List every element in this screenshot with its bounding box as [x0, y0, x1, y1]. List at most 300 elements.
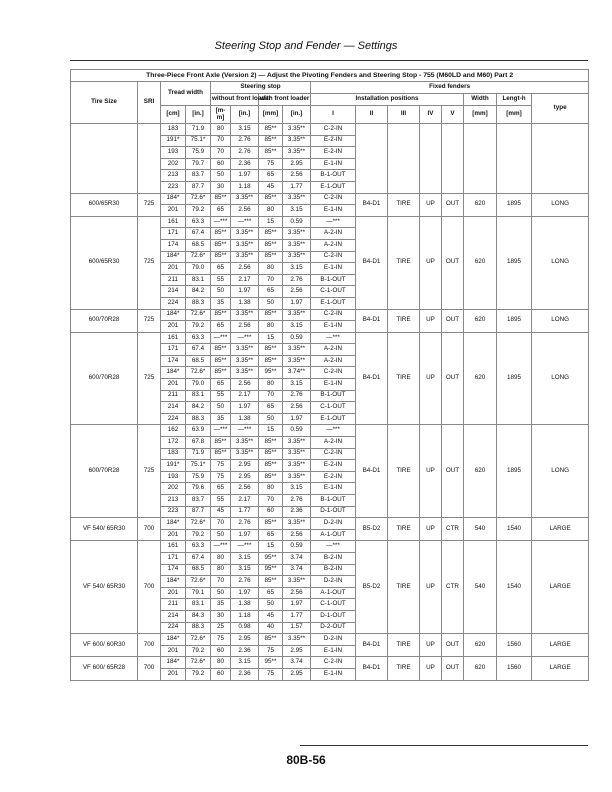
stop-without-mm-cell: 85** [211, 239, 231, 251]
tread-in-cell: 75.9 [186, 147, 211, 159]
stop-with-in-cell: 3.35** [283, 576, 311, 588]
table-row [71, 332, 589, 344]
settings-table [70, 69, 589, 681]
position-i-cell: B-2-IN [311, 552, 356, 564]
stop-without-in-cell: 0.98 [231, 622, 259, 634]
position-iv-cell: UP [420, 216, 442, 309]
stop-with-in-cell: 1.57 [283, 622, 311, 634]
stop-with-in-cell: 2.76 [283, 274, 311, 286]
tread-cm-cell: 161 [161, 541, 186, 553]
tread-cm-cell: 201 [161, 379, 186, 391]
stop-without-in-cell: 1.97 [231, 170, 259, 182]
position-i-cell: B-1-OUT [311, 495, 356, 507]
position-i-cell: A-2-IN [311, 344, 356, 356]
position-iii-cell: TIRE [388, 193, 420, 216]
tread-cm-cell: 202 [161, 483, 186, 495]
position-v-cell [442, 124, 464, 194]
sri-cell: 700 [138, 541, 161, 634]
stop-without-mm-cell: 50 [211, 402, 231, 414]
fender-length-cell: 1540 [497, 518, 532, 541]
stop-with-mm-cell: 65 [259, 402, 283, 414]
stop-without-in-cell: 2.95 [231, 634, 259, 646]
position-i-cell: C-2-IN [311, 367, 356, 379]
position-iv-cell: UP [420, 634, 442, 657]
tread-cm-cell: 201 [161, 263, 186, 275]
tread-cm-cell: 201 [161, 321, 186, 333]
stop-with-in-cell: 3.35** [283, 251, 311, 263]
stop-with-in-cell: 3.74 [283, 564, 311, 576]
stop-with-mm-cell: 65 [259, 529, 283, 541]
stop-with-in-cell: 1.97 [283, 413, 311, 425]
tread-cm-cell: 184* [161, 309, 186, 321]
tread-cm-cell: 211 [161, 390, 186, 402]
position-ii-cell [356, 124, 388, 194]
position-i-cell: A-2-IN [311, 239, 356, 251]
stop-without-in-cell: 2.56 [231, 321, 259, 333]
fender-length-cell: 1560 [497, 634, 532, 657]
pos-iii: III [388, 106, 420, 124]
tread-in-cell: 79.1 [186, 587, 211, 599]
col-tread-width: Tread width [161, 82, 211, 106]
fender-width-cell: 620 [464, 657, 497, 680]
stop-with-mm-cell: 15 [259, 425, 283, 437]
stop-with-in-cell: 3.35** [283, 471, 311, 483]
tread-in-cell: 68.5 [186, 355, 211, 367]
stop-without-mm-cell: 80 [211, 657, 231, 669]
stop-without-in-cell: 3.35** [231, 309, 259, 321]
tread-in-cell: 67.4 [186, 344, 211, 356]
tread-cm-cell: 223 [161, 506, 186, 518]
tread-cm-cell: 162 [161, 425, 186, 437]
position-i-cell: E-1-IN [311, 321, 356, 333]
tread-cm-cell: 214 [161, 286, 186, 298]
stop-with-mm-cell: 85** [259, 518, 283, 530]
stop-with-mm-cell: 85** [259, 437, 283, 449]
tread-in-cell: 87.7 [186, 181, 211, 193]
tread-in-cell: 72.6* [186, 657, 211, 669]
tread-cm-cell: 213 [161, 170, 186, 182]
stop-with-mm-cell: 85** [259, 634, 283, 646]
stop-without-mm-cell: 35 [211, 599, 231, 611]
stop-without-in-cell: 3.35** [231, 193, 259, 205]
position-i-cell: D-2-OUT [311, 622, 356, 634]
stop-without-in-cell: —*** [231, 216, 259, 228]
fender-length-cell: 1540 [497, 541, 532, 634]
header-rule [70, 60, 588, 61]
stop-without-in-cell: 3.35** [231, 448, 259, 460]
stop-without-in-cell: —*** [231, 541, 259, 553]
stop-without-mm-cell: 55 [211, 274, 231, 286]
stop-with-in-cell: 2.76 [283, 495, 311, 507]
stop-without-mm-cell: 85** [211, 309, 231, 321]
stop-with-in-cell: 3.35** [283, 355, 311, 367]
position-i-cell: E-1-IN [311, 668, 356, 680]
stop-without-mm-cell: 50 [211, 529, 231, 541]
stop-with-mm-cell: 75 [259, 645, 283, 657]
position-i-cell: E-1-IN [311, 483, 356, 495]
stop-without-in-cell: 1.97 [231, 529, 259, 541]
stop-with-mm-cell: 45 [259, 181, 283, 193]
stop-without-in-cell: 2.76 [231, 147, 259, 159]
tread-in-cell: 72.6* [186, 193, 211, 205]
stop-with-mm-cell: 85** [259, 193, 283, 205]
stop-with-mm-cell: 85** [259, 239, 283, 251]
stop-with-in-cell: 3.15 [283, 321, 311, 333]
tread-cm-cell: 201 [161, 645, 186, 657]
fender-type-cell: LONG [532, 193, 589, 216]
stop-without-in-cell: 1.18 [231, 181, 259, 193]
position-i-cell: C-2-IN [311, 193, 356, 205]
position-i-cell: E-1-IN [311, 158, 356, 170]
tread-in-cell: 67.4 [186, 552, 211, 564]
tread-cm-cell: 193 [161, 471, 186, 483]
tread-cm-cell: 171 [161, 228, 186, 240]
position-i-cell: C-2-IN [311, 251, 356, 263]
stop-without-mm-cell: —*** [211, 332, 231, 344]
tread-cm-cell: 184* [161, 251, 186, 263]
tread-cm-cell: 191* [161, 460, 186, 472]
sri-cell: 700 [138, 518, 161, 541]
tread-cm-cell: 184* [161, 634, 186, 646]
sri-cell: 725 [138, 309, 161, 332]
stop-without-mm-cell: 75 [211, 460, 231, 472]
position-v-cell: OUT [442, 332, 464, 425]
stop-without-mm-cell: 45 [211, 506, 231, 518]
unit-mm: [m-m] [211, 106, 231, 124]
position-ii-cell: B4-D1 [356, 193, 388, 216]
sri-cell: 700 [138, 634, 161, 657]
stop-without-mm-cell: 50 [211, 587, 231, 599]
stop-without-in-cell: 2.36 [231, 668, 259, 680]
position-iii-cell: TIRE [388, 541, 420, 634]
stop-without-in-cell: 2.56 [231, 379, 259, 391]
col-fixed-fenders: Fixed fenders [311, 82, 589, 94]
tread-cm-cell: 184* [161, 193, 186, 205]
stop-with-in-cell: 3.35** [283, 437, 311, 449]
tire-size-cell: VF 600/ 60R30 [71, 634, 138, 657]
stop-with-mm-cell: 95** [259, 657, 283, 669]
stop-without-in-cell: 2.36 [231, 158, 259, 170]
position-iv-cell: UP [420, 332, 442, 425]
tread-in-cell: 71.9 [186, 448, 211, 460]
stop-with-in-cell: 1.77 [283, 610, 311, 622]
sri-cell: 725 [138, 332, 161, 425]
table-row [71, 541, 589, 553]
stop-with-mm-cell: 65 [259, 170, 283, 182]
stop-with-mm-cell: 70 [259, 495, 283, 507]
fender-width-cell: 540 [464, 541, 497, 634]
tread-in-cell: 79.7 [186, 158, 211, 170]
tread-in-cell: 79.2 [186, 205, 211, 217]
position-iii-cell: TIRE [388, 309, 420, 332]
position-i-cell: —*** [311, 332, 356, 344]
stop-with-mm-cell: 85** [259, 124, 283, 136]
tread-in-cell: 72.6* [186, 251, 211, 263]
page-header-title: Steering Stop and Fender — Settings [214, 40, 398, 52]
sri-cell: 725 [138, 216, 161, 309]
stop-without-mm-cell: 50 [211, 286, 231, 298]
stop-without-in-cell: —*** [231, 332, 259, 344]
position-iii-cell: TIRE [388, 518, 420, 541]
stop-with-mm-cell: 80 [259, 263, 283, 275]
stop-without-mm-cell: —*** [211, 425, 231, 437]
stop-without-mm-cell: 65 [211, 263, 231, 275]
fender-length-cell: 1895 [497, 425, 532, 518]
position-i-cell: C-2-IN [311, 448, 356, 460]
unit-in: [in.] [186, 106, 211, 124]
stop-without-in-cell: 2.17 [231, 390, 259, 402]
stop-without-in-cell: 1.38 [231, 297, 259, 309]
stop-without-in-cell: 1.38 [231, 599, 259, 611]
tire-size-cell: VF 540/ 65R30 [71, 541, 138, 634]
stop-without-mm-cell: 85** [211, 367, 231, 379]
table-row [71, 309, 589, 321]
stop-with-in-cell: 3.74** [283, 367, 311, 379]
tread-cm-cell: 184* [161, 657, 186, 669]
stop-with-in-cell: 3.15 [283, 483, 311, 495]
col-length: Lengt-h [497, 94, 532, 106]
stop-without-in-cell: 1.97 [231, 286, 259, 298]
stop-with-mm-cell: 85** [259, 355, 283, 367]
fender-type-cell: LARGE [532, 541, 589, 634]
stop-with-in-cell: 2.76 [283, 390, 311, 402]
stop-without-mm-cell: —*** [211, 216, 231, 228]
fender-width-cell: 620 [464, 425, 497, 518]
col-sri: SRI [138, 82, 161, 124]
stop-with-mm-cell: 85** [259, 344, 283, 356]
stop-without-in-cell: 3.15 [231, 124, 259, 136]
position-i-cell: C-2-IN [311, 124, 356, 136]
stop-with-mm-cell: 50 [259, 599, 283, 611]
fender-type-cell: LARGE [532, 657, 589, 680]
stop-with-in-cell: 3.35** [283, 460, 311, 472]
tread-in-cell: 71.9 [186, 124, 211, 136]
tread-in-cell: 83.7 [186, 170, 211, 182]
tread-cm-cell: 172 [161, 437, 186, 449]
table-row [71, 634, 589, 646]
position-i-cell: D-2-IN [311, 576, 356, 588]
stop-without-mm-cell: 60 [211, 668, 231, 680]
fender-width-cell: 620 [464, 216, 497, 309]
stop-with-mm-cell: 45 [259, 610, 283, 622]
tread-cm-cell: 201 [161, 668, 186, 680]
stop-with-in-cell: 3.35** [283, 135, 311, 147]
table-row [71, 216, 589, 228]
tread-in-cell: 67.8 [186, 437, 211, 449]
stop-with-in-cell: 2.95 [283, 668, 311, 680]
stop-without-mm-cell: 75 [211, 634, 231, 646]
stop-with-in-cell: 3.35** [283, 239, 311, 251]
position-i-cell: E-1-IN [311, 263, 356, 275]
fender-width-cell: 620 [464, 193, 497, 216]
position-v-cell: OUT [442, 657, 464, 680]
stop-with-mm-cell: 70 [259, 390, 283, 402]
stop-with-mm-cell: 95** [259, 367, 283, 379]
tread-cm-cell: 201 [161, 529, 186, 541]
position-i-cell: E-2-IN [311, 460, 356, 472]
table-caption: Three-Piece Front Axle (Version 2) — Adjust the Pivoting Fenders and Steering Stop - 755 (M60LD and M60) Part 2 [71, 70, 589, 82]
stop-with-in-cell: 3.74 [283, 552, 311, 564]
sri-cell: 700 [138, 657, 161, 680]
stop-without-mm-cell: 25 [211, 622, 231, 634]
tread-in-cell: 83.1 [186, 274, 211, 286]
stop-without-mm-cell: 55 [211, 390, 231, 402]
tread-cm-cell: 183 [161, 124, 186, 136]
col-width: Width [464, 94, 497, 106]
tread-in-cell: 88.3 [186, 622, 211, 634]
tread-cm-cell: 224 [161, 413, 186, 425]
position-iii-cell: TIRE [388, 634, 420, 657]
position-ii-cell: B4-D1 [356, 216, 388, 309]
stop-with-mm-cell: 85** [259, 309, 283, 321]
tire-size-cell: VF 540/ 65R30 [71, 518, 138, 541]
position-ii-cell: B4-D1 [356, 634, 388, 657]
tread-cm-cell: 161 [161, 332, 186, 344]
tread-in-cell: 72.6* [186, 634, 211, 646]
fender-width-cell: 540 [464, 518, 497, 541]
position-iii-cell [388, 124, 420, 194]
tire-size-cell: 600/70R28 [71, 425, 138, 518]
sri-cell: 725 [138, 193, 161, 216]
tread-cm-cell: 211 [161, 599, 186, 611]
position-ii-cell: B5-D2 [356, 518, 388, 541]
stop-without-in-cell: 2.17 [231, 495, 259, 507]
stop-without-in-cell: 2.76 [231, 135, 259, 147]
position-i-cell: E-1-IN [311, 205, 356, 217]
position-iv-cell: UP [420, 541, 442, 634]
sri-cell: 725 [138, 425, 161, 518]
position-i-cell: C-1-OUT [311, 599, 356, 611]
tread-cm-cell: 184* [161, 367, 186, 379]
position-i-cell: C-1-OUT [311, 402, 356, 414]
tread-cm-cell: 214 [161, 610, 186, 622]
tread-cm-cell: 171 [161, 552, 186, 564]
tire-size-cell: 600/70R28 [71, 332, 138, 425]
position-i-cell: B-2-IN [311, 564, 356, 576]
tread-in-cell: 63.9 [186, 425, 211, 437]
page-number: 80B-56 [286, 753, 326, 767]
stop-with-in-cell: 2.56 [283, 402, 311, 414]
stop-without-mm-cell: 85** [211, 251, 231, 263]
stop-with-in-cell: 2.36 [283, 506, 311, 518]
stop-without-mm-cell: 80 [211, 564, 231, 576]
tread-cm-cell: 174 [161, 355, 186, 367]
fender-type-cell: LONG [532, 216, 589, 309]
stop-without-mm-cell: 65 [211, 379, 231, 391]
tread-cm-cell: 224 [161, 622, 186, 634]
stop-without-in-cell: 3.15 [231, 564, 259, 576]
position-i-cell: D-1-OUT [311, 610, 356, 622]
tire-size-cell: VF 600/ 65R28 [71, 657, 138, 680]
col-tire-size: Tire Size [71, 82, 138, 124]
stop-with-mm-cell: 15 [259, 216, 283, 228]
position-i-cell: A-2-IN [311, 437, 356, 449]
stop-without-mm-cell: 50 [211, 170, 231, 182]
stop-with-mm-cell: 95** [259, 552, 283, 564]
tread-cm-cell: 201 [161, 205, 186, 217]
stop-without-in-cell: 3.35** [231, 355, 259, 367]
tread-in-cell: 83.1 [186, 390, 211, 402]
stop-without-mm-cell: 65 [211, 321, 231, 333]
tread-in-cell: 79.0 [186, 379, 211, 391]
tread-in-cell: 72.6* [186, 309, 211, 321]
stop-with-mm-cell: 85** [259, 576, 283, 588]
position-i-cell: E-2-IN [311, 471, 356, 483]
stop-with-mm-cell: 50 [259, 297, 283, 309]
stop-with-in-cell: 2.56 [283, 587, 311, 599]
stop-with-mm-cell: 75 [259, 668, 283, 680]
stop-with-in-cell: 0.59 [283, 425, 311, 437]
table-row [71, 657, 589, 669]
stop-with-in-cell: 2.56 [283, 170, 311, 182]
stop-with-in-cell: 2.95 [283, 158, 311, 170]
position-i-cell: B-1-OUT [311, 274, 356, 286]
fender-width-cell: 620 [464, 332, 497, 425]
stop-with-in-cell: 3.35** [283, 309, 311, 321]
position-iii-cell: TIRE [388, 332, 420, 425]
stop-without-mm-cell: 65 [211, 205, 231, 217]
position-i-cell: —*** [311, 216, 356, 228]
footer-rule [300, 745, 588, 746]
tread-in-cell: 72.6* [186, 367, 211, 379]
stop-with-mm-cell: 95** [259, 564, 283, 576]
tread-in-cell: 87.7 [186, 506, 211, 518]
position-i-cell: A-1-OUT [311, 529, 356, 541]
stop-with-mm-cell: 15 [259, 541, 283, 553]
stop-with-mm-cell: 75 [259, 158, 283, 170]
stop-with-in-cell: 2.56 [283, 529, 311, 541]
position-v-cell: CTR [442, 541, 464, 634]
stop-with-in-cell: 3.35** [283, 344, 311, 356]
tread-in-cell: 84.2 [186, 402, 211, 414]
position-iv-cell: UP [420, 193, 442, 216]
stop-with-in-cell: 3.15 [283, 205, 311, 217]
stop-without-in-cell: 3.15 [231, 657, 259, 669]
stop-with-in-cell: 3.35** [283, 518, 311, 530]
unit-cm: [cm] [161, 106, 186, 124]
position-v-cell: CTR [442, 518, 464, 541]
stop-without-in-cell: 1.97 [231, 402, 259, 414]
fender-length-cell: 1895 [497, 193, 532, 216]
tread-in-cell: 63.3 [186, 541, 211, 553]
position-v-cell: OUT [442, 216, 464, 309]
stop-with-mm-cell: 85** [259, 228, 283, 240]
stop-without-in-cell: 2.56 [231, 205, 259, 217]
pos-ii: II [356, 106, 388, 124]
tread-cm-cell: 214 [161, 402, 186, 414]
stop-with-in-cell: 3.35** [283, 634, 311, 646]
position-i-cell: E-1-IN [311, 379, 356, 391]
tread-in-cell: 79.2 [186, 668, 211, 680]
tread-in-cell: 63.3 [186, 216, 211, 228]
stop-without-mm-cell: 85** [211, 448, 231, 460]
position-v-cell: OUT [442, 309, 464, 332]
tire-size-cell: 600/70R28 [71, 309, 138, 332]
stop-with-mm-cell: 85** [259, 135, 283, 147]
stop-without-mm-cell: 85** [211, 355, 231, 367]
tread-cm-cell: 201 [161, 587, 186, 599]
stop-without-in-cell: 3.35** [231, 437, 259, 449]
position-v-cell: OUT [442, 425, 464, 518]
tread-in-cell: 75.1* [186, 460, 211, 472]
table-row [71, 124, 589, 136]
stop-with-mm-cell: 40 [259, 622, 283, 634]
stop-without-in-cell: 1.97 [231, 587, 259, 599]
stop-without-in-cell: 2.76 [231, 518, 259, 530]
col-without-loader: without front loader [211, 94, 259, 106]
tread-in-cell: 84.3 [186, 610, 211, 622]
col-steering-stop: Steering stop [211, 82, 311, 94]
